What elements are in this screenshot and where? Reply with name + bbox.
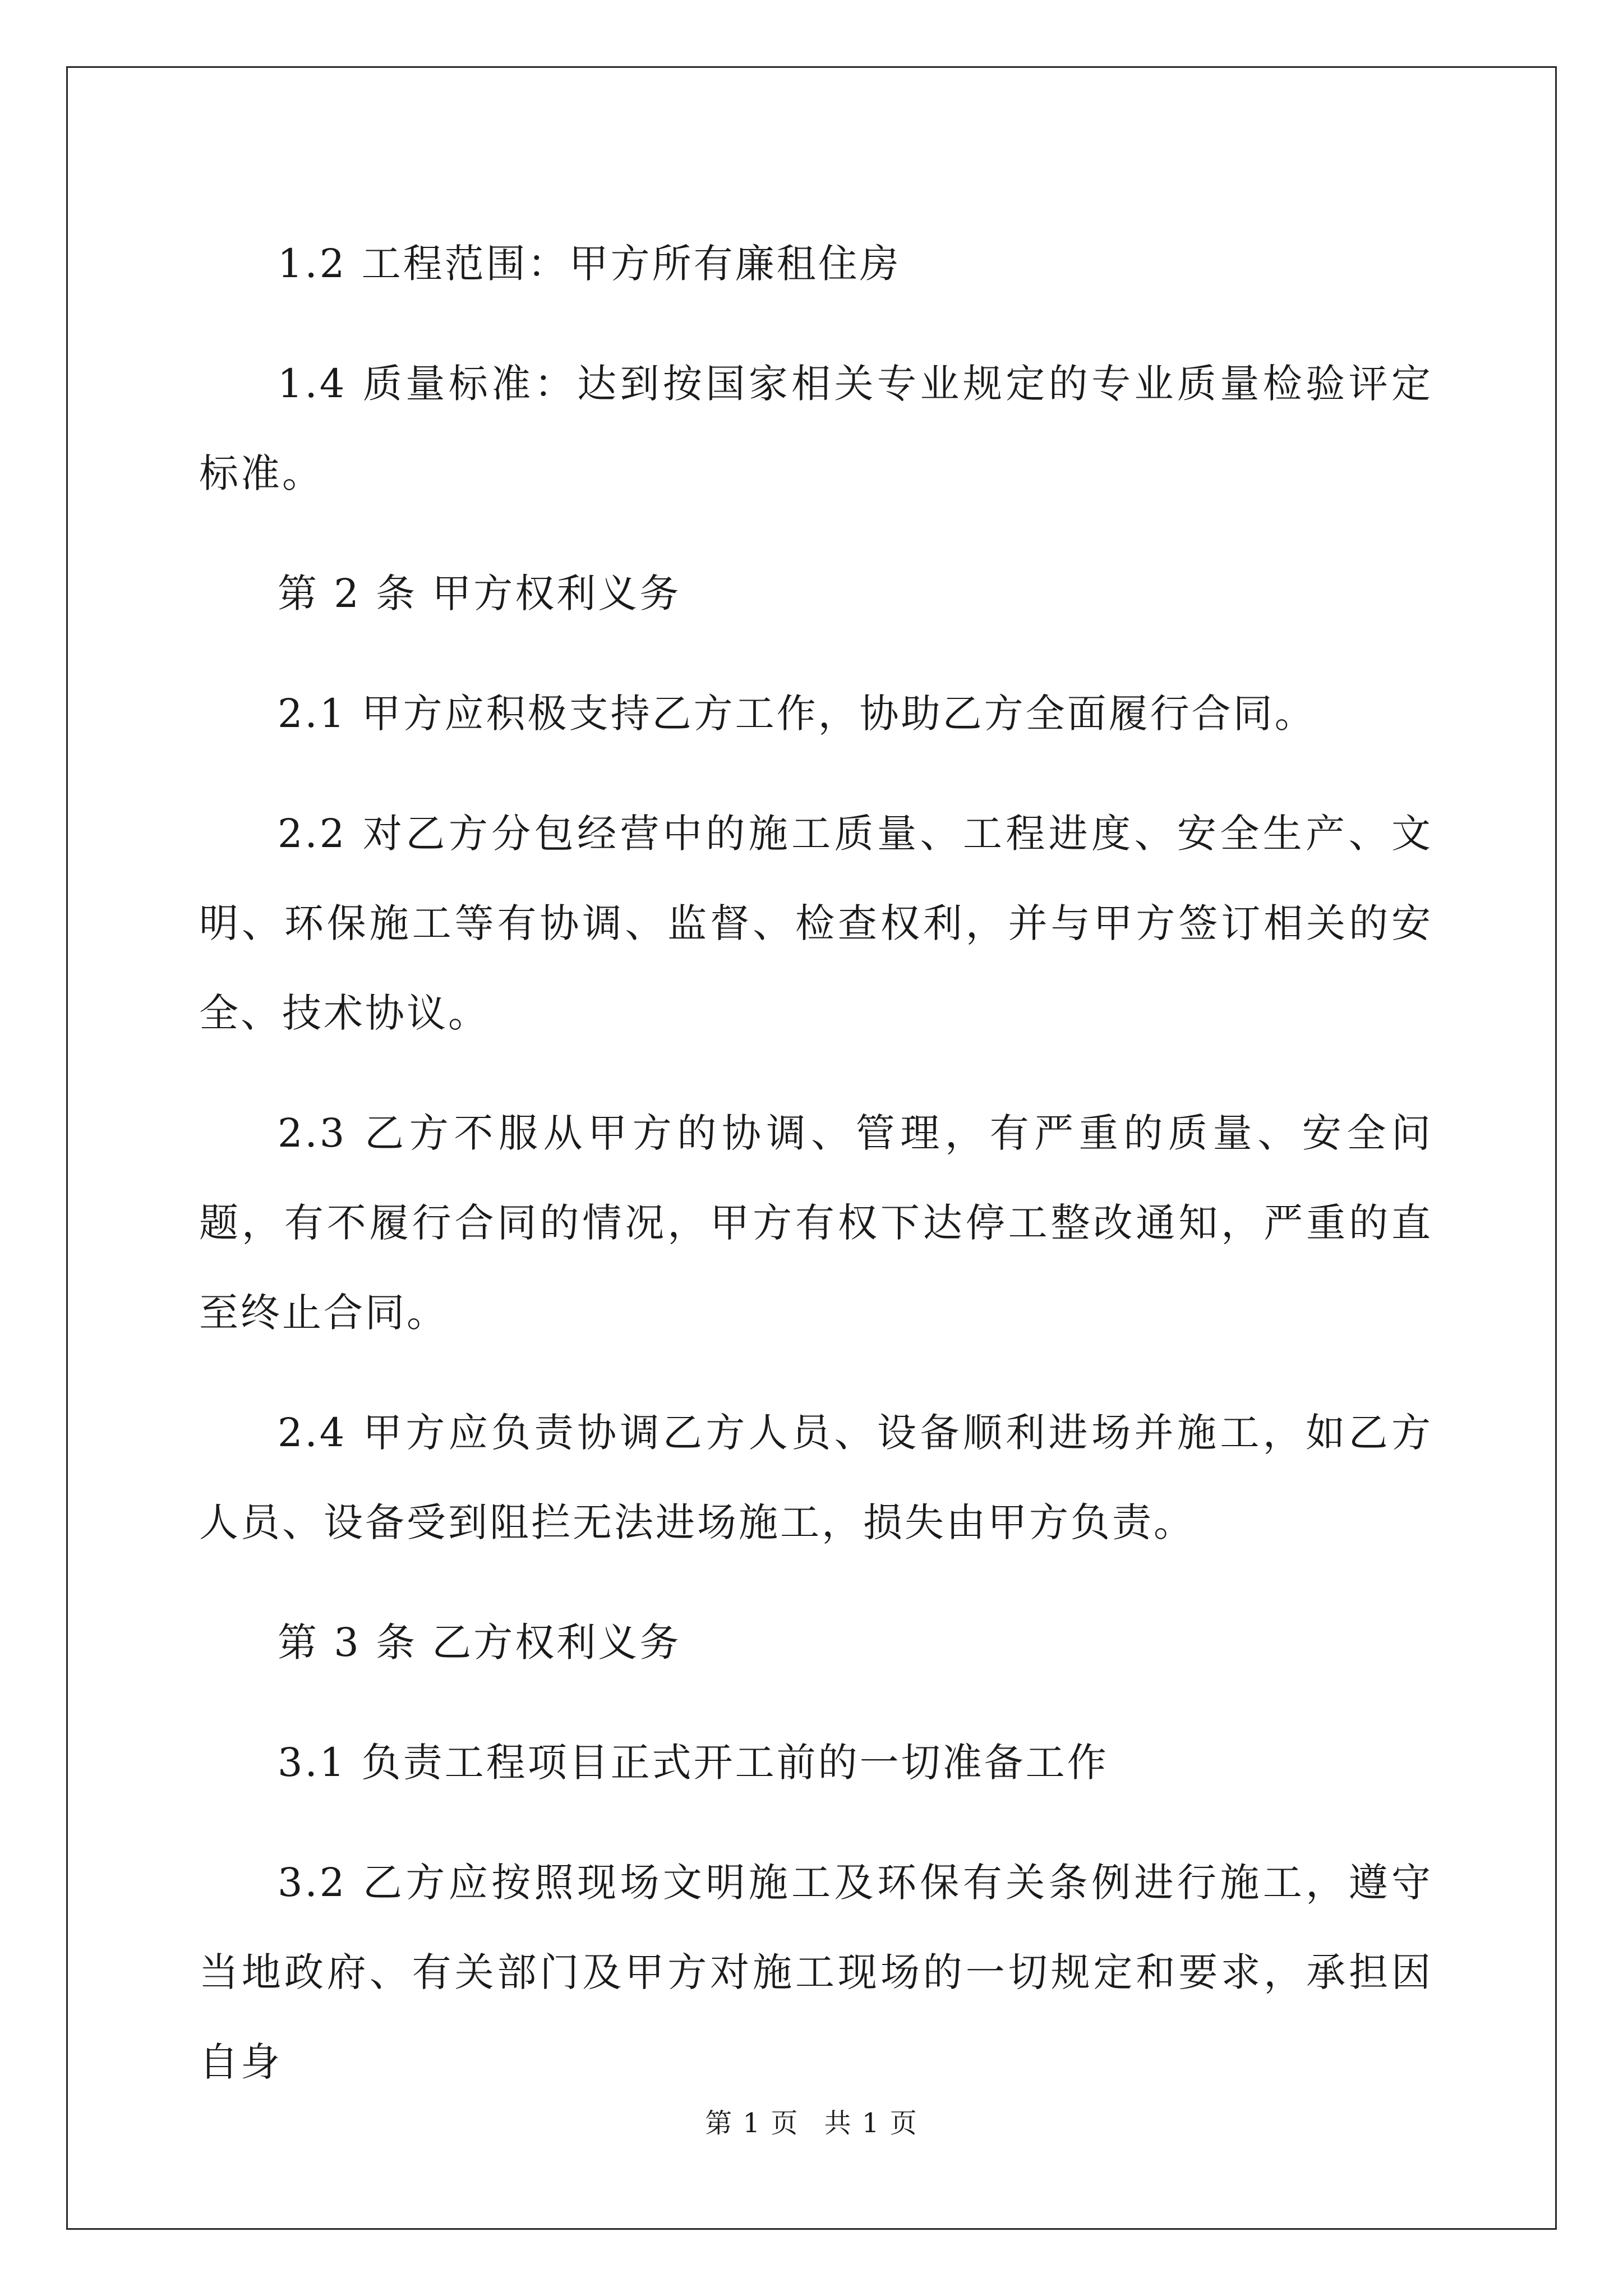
heading-article-2: 第 2 条 甲方权利义务 <box>278 570 681 616</box>
paragraph-3-1: 3.1 负责工程项目正式开工前的一切准备工作 <box>278 1740 1109 1786</box>
paragraph-1-4-quality: 1.4 质量标准：达到按国家相关专业规定的专业质量检验评定标准。 <box>199 361 1433 496</box>
paragraph-2-4: 2.4 甲方应负责协调乙方人员、设备顺利进场并施工，如乙方人员、设备受到阻拦无法进场施工，损失由甲方负责。 <box>199 1410 1433 1545</box>
paragraph-2-2: 2.2 对乙方分包经营中的施工质量、工程进度、安全生产、文明、环保施工等有协调、监督、检查权利，并与甲方签订相关的安全、技术协议。 <box>199 811 1433 1036</box>
heading-article-3: 第 3 条 乙方权利义务 <box>278 1619 681 1665</box>
page-total: 共 1 页 <box>824 2108 918 2139</box>
paragraph-2-1: 2.1 甲方应积极支持乙方工作，协助乙方全面履行合同。 <box>278 691 1316 737</box>
paragraph-2-3: 2.3 乙方不服从甲方的协调、管理，有严重的质量、安全问题，有不履行合同的情况，甲方有权下达停工整改通知，严重的直至终止合同。 <box>199 1110 1433 1336</box>
page-number: 第 1 页 <box>705 2108 799 2139</box>
page-footer <box>0 2106 1623 2140</box>
paragraph-1-2-scope: 1.2 工程范围：甲方所有廉租住房 <box>278 241 901 287</box>
document-body <box>199 219 1433 2137</box>
paragraph-3-2: 3.2 乙方应按照现场文明施工及环保有关条例进行施工，遵守当地政府、有关部门及甲方对施工现场的一切规定和要求，承担因自身 <box>199 1860 1433 2085</box>
